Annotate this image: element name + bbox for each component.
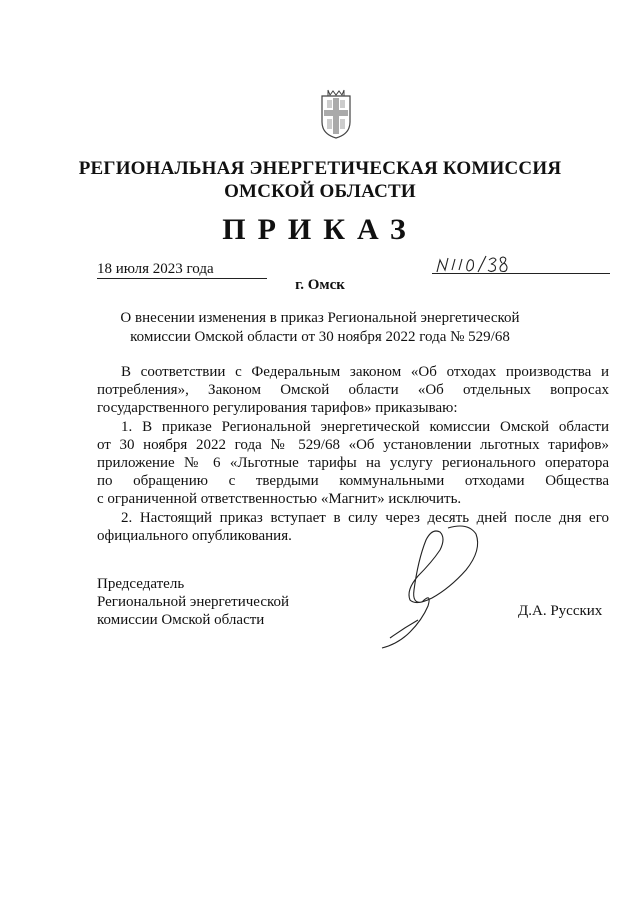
coat-of-arms-icon (319, 86, 353, 140)
body-line: с ограниченной ответственностью «Магнит» исключить. (97, 491, 462, 507)
organization-name-line1: РЕГИОНАЛЬНАЯ ЭНЕРГЕТИЧЕСКАЯ КОМИССИЯ (78, 158, 562, 179)
signatory-title-line2: Региональной энергетической (97, 594, 290, 610)
city-name: г. Омск (295, 277, 345, 293)
body-line: 2. Настоящий приказ вступает в силу через десять дней после дня его (121, 510, 609, 526)
signatory-title-line1: Председатель (97, 576, 185, 592)
signer-name: Д.А. Русских (518, 603, 603, 619)
subject-line-2: комиссии Омской области от 30 ноября 2022 года № 529/68 (130, 329, 510, 345)
number-underline (432, 273, 610, 274)
document-type-title: ПРИКАЗ (222, 213, 418, 246)
order-date: 18 июля 2023 года (97, 261, 214, 277)
body-line: потребления», Законом Омской области «Об отдельных вопросах (97, 382, 609, 398)
body-line: приложение № 6 «Льготные тарифы на услугу регионального оператора (97, 455, 609, 471)
handwritten-signature (370, 520, 490, 655)
body-line: официального опубликования. (97, 528, 292, 544)
signatory-title-line3: комиссии Омской области (97, 612, 265, 628)
body-line: по обращению с твердыми коммунальными отходами Общества (97, 473, 609, 489)
body-line: В соответствии с Федеральным законом «Об отходах производства и (121, 364, 609, 380)
body-line: от 30 ноября 2022 года № 529/68 «Об установлении льготных тарифов» (97, 437, 609, 453)
subject-line-1: О внесении изменения в приказ Региональной энергетической (120, 310, 520, 326)
organization-name-line2: ОМСКОЙ ОБЛАСТИ (224, 181, 416, 202)
body-line: 1. В приказе Региональной энергетической комиссии Омской области (121, 419, 609, 435)
body-line: государственного регулирования тарифов» приказываю: (97, 400, 458, 416)
